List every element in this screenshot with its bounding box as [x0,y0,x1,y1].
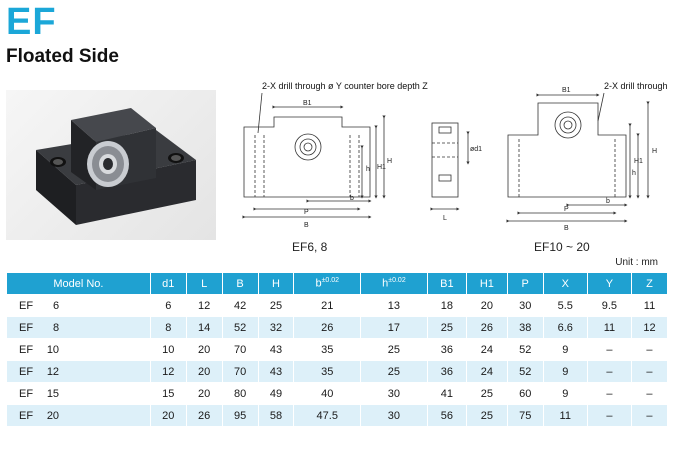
table-cell: – [631,383,667,405]
svg-text:P: P [564,206,569,213]
table-cell: 47.5 [294,405,361,427]
table-cell: 24 [466,361,507,383]
table-cell: 11 [587,317,631,339]
col-d1: d1 [150,273,186,295]
table-cell: 20 [186,383,222,405]
table-row [7,383,668,405]
table-cell: 13 [361,295,428,317]
spec-table [6,272,668,427]
table-cell: 32 [258,317,294,339]
table-cell: 38 [507,317,543,339]
table-cell: 43 [258,339,294,361]
table-cell: 20 [150,405,186,427]
table-header-row [7,273,668,295]
table-cell: 20 [186,361,222,383]
ef10-front-view [508,93,648,221]
table-cell: 52 [507,361,543,383]
table-cell: 25 [258,295,294,317]
col-h1: H1 [466,273,507,295]
table-cell: 25 [466,383,507,405]
table-cell: 70 [222,361,258,383]
caption-ef6-8: EF6, 8 [292,240,328,254]
table-cell: 9 [543,361,587,383]
ef6-side-view [432,123,468,209]
table-cell: 26 [466,317,507,339]
table-cell: 25 [361,339,428,361]
caption-ef10-20: EF10 ~ 20 [534,240,590,254]
model-cell: EF 20 [7,405,151,427]
table-cell: 10 [150,339,186,361]
table-cell: 95 [222,405,258,427]
col-b1: B1 [427,273,466,295]
table-cell: 20 [186,339,222,361]
table-cell: 12 [186,295,222,317]
table-cell: 9 [543,383,587,405]
svg-text:H: H [652,148,658,155]
table-cell: 42 [222,295,258,317]
drill-note-right: 2-X drill through [604,81,668,91]
table-row [7,339,668,361]
table-cell: 6 [150,295,186,317]
table-cell: 30 [361,405,428,427]
col-h: H [258,273,294,295]
table-cell: 5.5 [543,295,587,317]
model-cell: EF 12 [7,361,151,383]
model-cell: EF 6 [7,295,151,317]
svg-text:b: b [606,198,610,205]
table-cell: 36 [427,339,466,361]
table-cell: 56 [427,405,466,427]
table-cell: 60 [507,383,543,405]
table-cell: 8 [150,317,186,339]
col-h-small: $h^{\pm 0.02}$ [361,273,428,295]
table-row [7,295,668,317]
table-cell: – [631,361,667,383]
table-cell: 21 [294,295,361,317]
table-cell: 26 [186,405,222,427]
col-model: Model No. [7,273,151,295]
table-cell: 75 [507,405,543,427]
table-cell: 18 [427,295,466,317]
product-photo [6,90,216,240]
product-subtitle: Floated Side [6,46,119,67]
table-cell: 9.5 [587,295,631,317]
table-cell: 35 [294,361,361,383]
table-row [7,405,668,427]
table-cell: – [587,361,631,383]
table-cell: 25 [466,405,507,427]
ef6-front-view [244,93,384,217]
table-cell: 43 [258,361,294,383]
table-cell: 17 [361,317,428,339]
col-b: B [222,273,258,295]
table-row [7,361,668,383]
table-cell: – [587,405,631,427]
table-cell: 52 [507,339,543,361]
col-b-small: $b^{\pm 0.02}$ [294,273,361,295]
col-p: P [507,273,543,295]
svg-text:h: h [632,170,636,177]
table-cell: – [587,339,631,361]
table-row [7,317,668,339]
table-cell: – [631,339,667,361]
table-cell: 40 [294,383,361,405]
col-x: X [543,273,587,295]
col-z: Z [631,273,667,295]
table-cell: 12 [150,361,186,383]
drill-note-left: 2-X drill through ø Y counter bore depth Z [262,81,428,91]
technical-drawing [232,75,672,255]
table-cell: 24 [466,339,507,361]
svg-text:H: H [387,158,393,165]
model-cell: EF 10 [7,339,151,361]
svg-text:h: h [366,166,370,173]
table-cell: 12 [631,317,667,339]
svg-text:b: b [350,195,354,202]
svg-text:P: P [304,209,309,216]
svg-text:B1: B1 [562,87,571,94]
svg-text:L: L [443,215,447,222]
table-cell: 26 [294,317,361,339]
table-cell: 80 [222,383,258,405]
table-cell: 30 [361,383,428,405]
table-cell: 6.6 [543,317,587,339]
table-cell: 11 [631,295,667,317]
table-cell: 14 [186,317,222,339]
table-cell: 49 [258,383,294,405]
svg-text:ød1: ød1 [470,146,483,153]
table-cell: – [631,405,667,427]
table-cell: 58 [258,405,294,427]
table-cell: 30 [507,295,543,317]
table-cell: 36 [427,361,466,383]
table-cell: – [587,383,631,405]
table-cell: 9 [543,339,587,361]
table-cell: 15 [150,383,186,405]
col-l: L [186,273,222,295]
table-cell: 70 [222,339,258,361]
table-cell: 35 [294,339,361,361]
unit-label: Unit : mm [615,257,658,268]
model-cell: EF 8 [7,317,151,339]
svg-text:B: B [304,222,309,229]
product-code: EF [6,1,57,43]
svg-text:H1: H1 [377,164,386,171]
table-cell: 11 [543,405,587,427]
table-cell: 20 [466,295,507,317]
table-cell: 25 [361,361,428,383]
svg-text:B: B [564,225,569,232]
model-cell: EF 15 [7,383,151,405]
col-y: Y [587,273,631,295]
table-cell: 52 [222,317,258,339]
table-cell: 41 [427,383,466,405]
table-cell: 25 [427,317,466,339]
svg-text:B1: B1 [303,100,312,107]
svg-text:H1: H1 [634,158,643,165]
